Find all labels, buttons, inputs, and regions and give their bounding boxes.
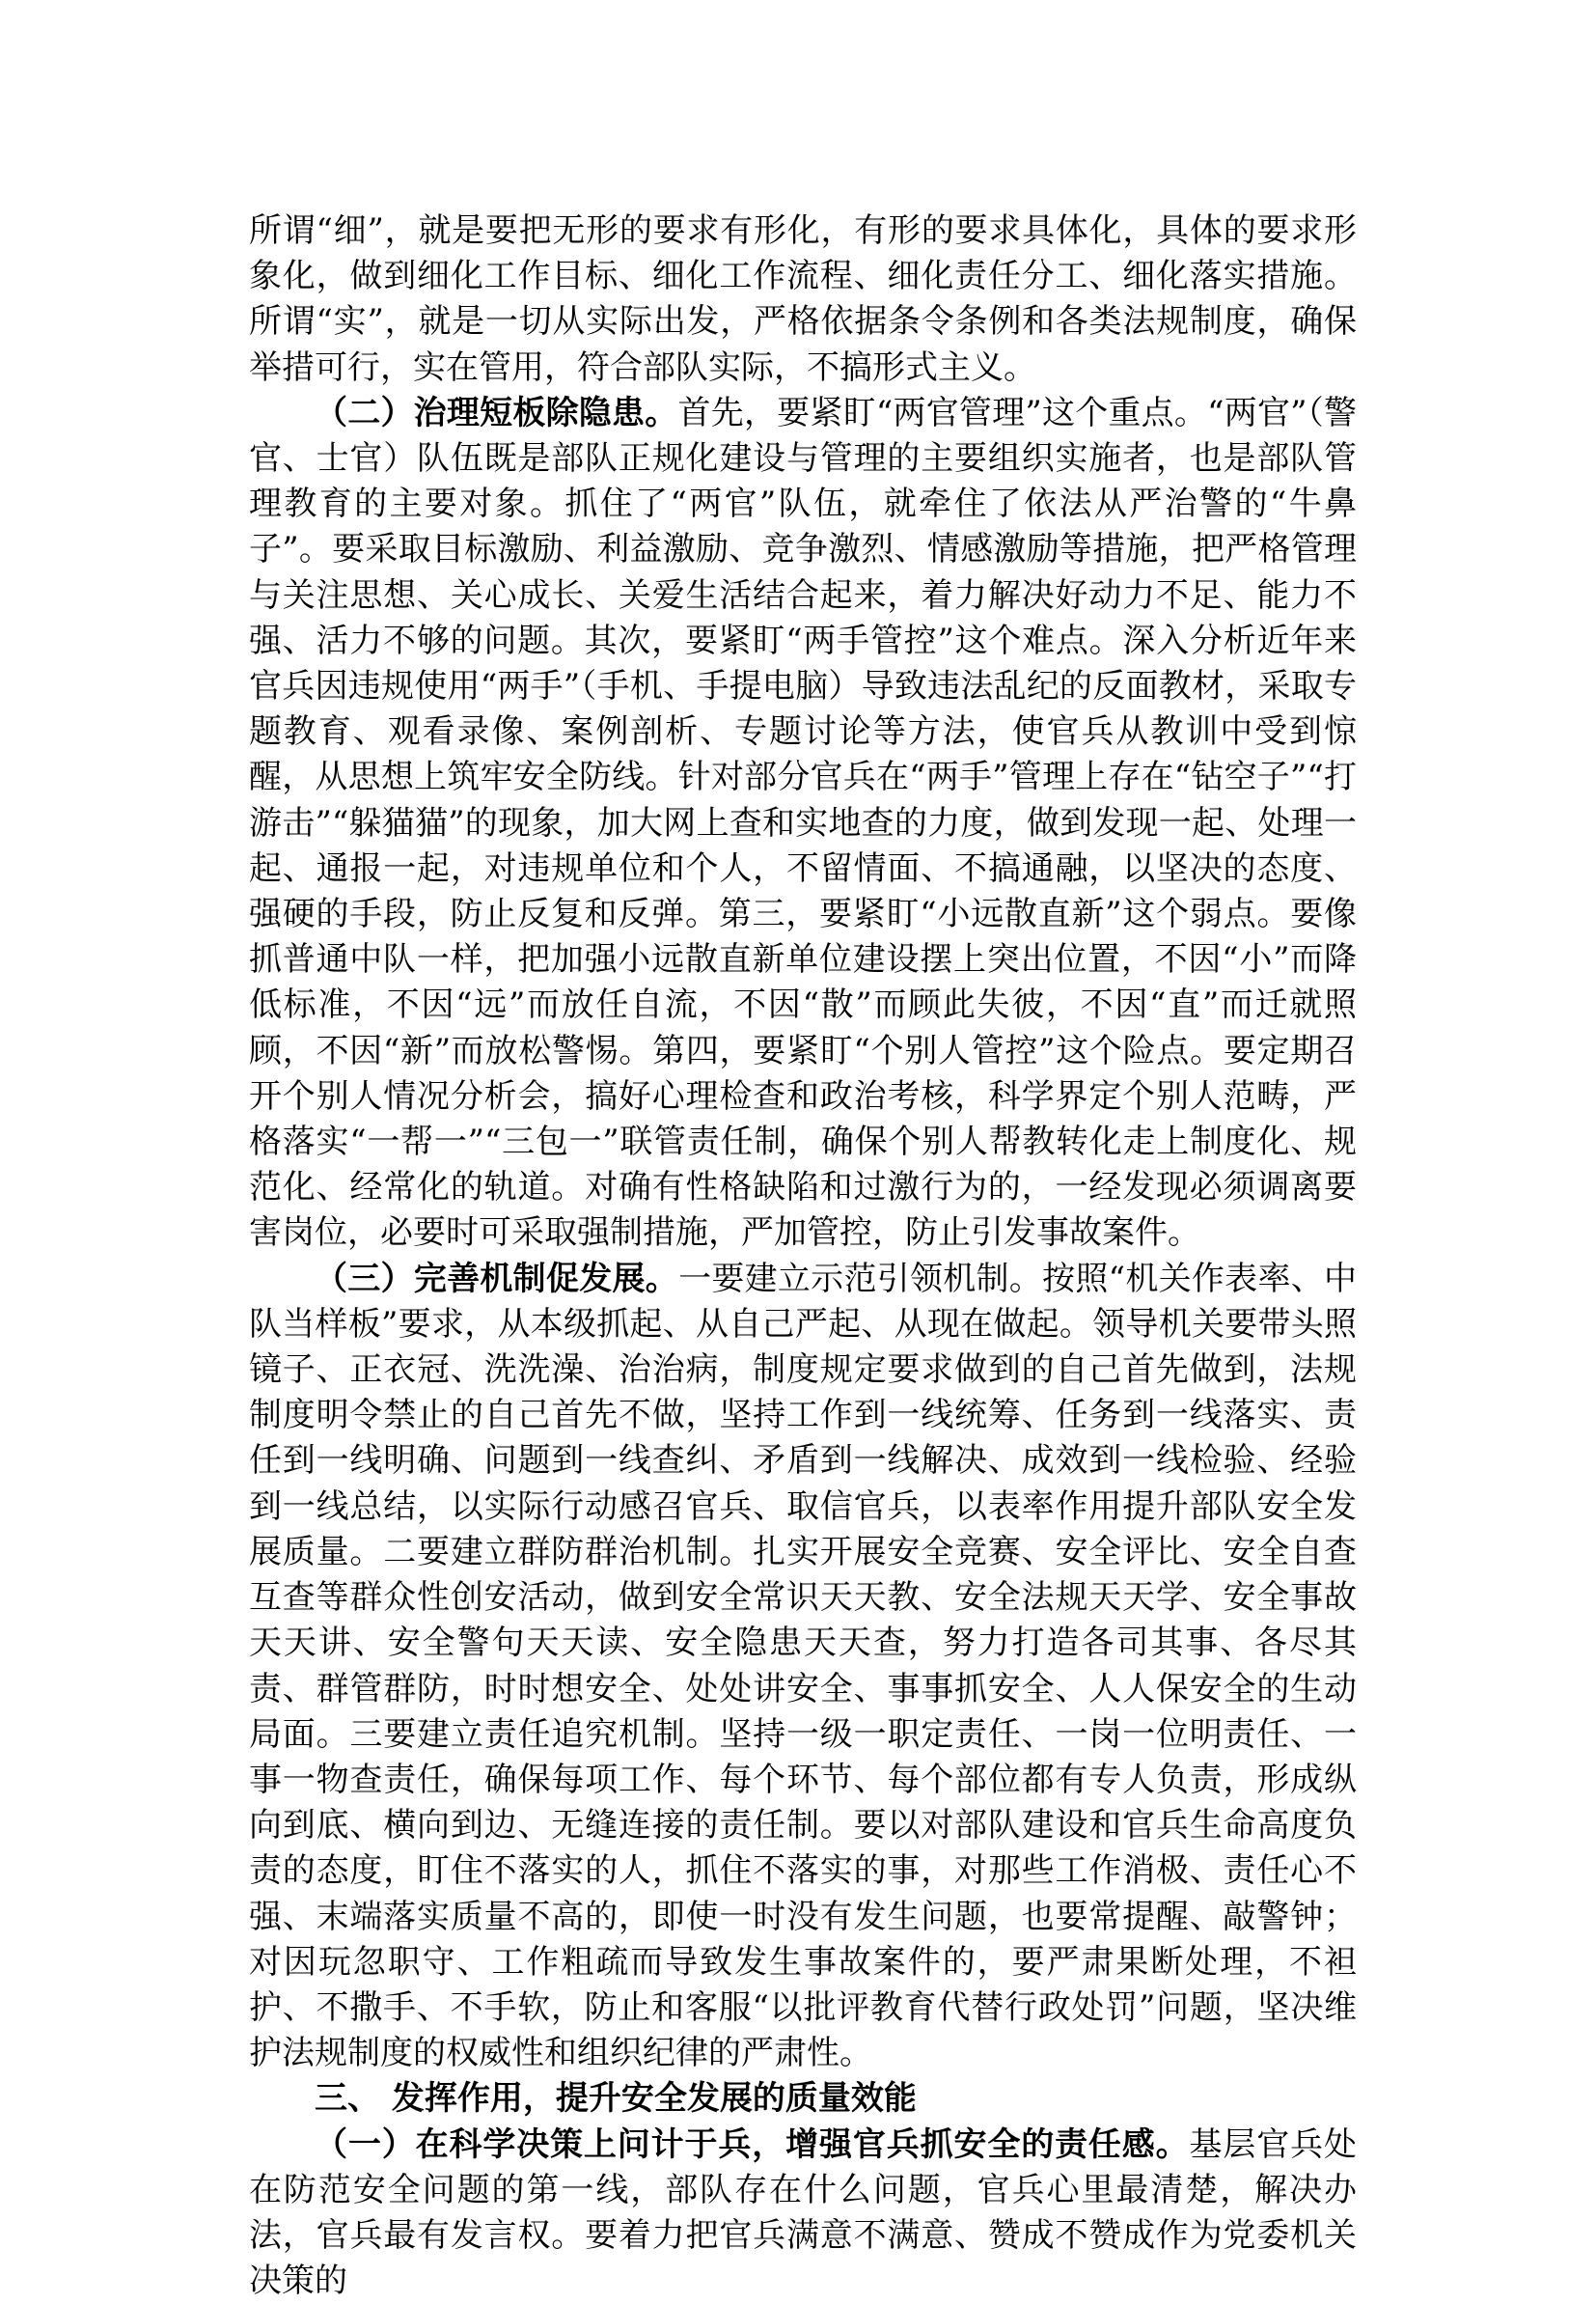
- section-heading-3: 三、 发挥作用，提升安全发展的质量效能: [315, 2079, 917, 2119]
- paragraph-text: 一要建立示范引领机制。按照“机关作表率、中队当样板”要求，从本级抓起、从自己严起、从现在做起。领导机关要带头照镜子、正衣冠、洗洗澡、治治病，制度规定要求做到的自己首先做到，法规制度明令禁止的自己首先不做，坚持工作到一线统筹、任务到一线落实、责任到一线明确、问题到一线查纠、矛盾到一线解决、成效到一线检验、经验到一线总结，以实际行动感召官兵、取信官兵，以表率作用提升部队安全发展质量。二要建立群防群治机制。扎实开展安全竞赛、安全评比、安全自查互查等群众性创安活动，做到安全常识天天教、安全法规天天学、安全事故天天讲、安全警句天天读、安全隐患天天查，努力打造各司其事、各尽其责、群管群防，时时想安全、处处讲安全、事事抓安全、人人保安全的生动局面。三要建立责任追究机制。坚持一级一职定责任、一岗一位明责任、一事一物查责任，确保每项工作、每个环节、每个部位都有专人负责，形成纵向到底、横向到边、无缝连接的责任制。要以对部队建设和官兵生命高度负责的态度，盯住不落实的人，抓住不落实的事，对那些工作消极、责任心不强、末端落实质量不高的，即使一时没有发生问题，也要常提醒、敲警钟；对因玩忽职守、工作粗疏而导致发生事故案件的，要严肃果断处理，不袒护、不撒手、不手软，防止和客服“以批评教育代替行政处罚”问题，坚决维护法规制度的权威性和组织纪律的严肃性。: [249, 1259, 1357, 2073]
- paragraph-text: 首先，要紧盯“两官管理”这个重点。“两官”（警官、士官）队伍既是部队正规化建设与管理的主要组织实施者，也是部队管理教育的主要对象。抓住了“两官”队伍，就牵住了依法从严治警的“牛鼻子”。要采取目标激励、利益激励、竞争激烈、情感激励等措施，把严格管理与关注思想、关心成长、关爱生活结合起来，着力解决好动力不足、能力不强、活力不够的问题。其次，要紧盯“两手管控”这个难点。深入分析近年来官兵因违规使用“两手”（手机、手提电脑）导致违法乱纪的反面教材，采取专题教育、观看录像、案例剖析、专题讨论等方法，使官兵从教训中受到惊醒，从思想上筑牢安全防线。针对部分官兵在“两手”管理上存在“钻空子”“打游击”“躲猫猫”的现象，加大网上查和实地查的力度，做到发现一起、处理一起、通报一起，对违规单位和个人，不留情面、不搞通融，以坚决的态度、强硬的手段，防止反复和反弹。第三，要紧盯“小远散直新”这个弱点。要像抓普通中队一样，把加强小远散直新单位建设摆上突出位置，不因“小”而降低标准，不因“远”而放任自流，不因“散”而顾此失彼，不因“直”而迁就照顾，不因“新”而放松警惕。第四，要紧盯“个别人管控”这个险点。要定期召开个别人情况分析会，搞好心理检查和政治考核，科学界定个别人范畴，严格落实“一帮一”“三包一”联管责任制，确保个别人帮教转化走上制度化、规范化、经常化的轨道。对确有性格缺陷和过激行为的，一经发现必须调离要害岗位，必要时可采取强制措施，严加管控，防止引发事故案件。: [249, 393, 1358, 1253]
- paragraph-lead-heading: （一）在科学决策上问计于兵，增强官兵抓安全的责任感。: [315, 2124, 1190, 2164]
- paragraph-section-2-2: [249, 391, 1357, 1257]
- paragraph-lead-heading: （三）完善机制促发展。: [315, 1259, 679, 1298]
- paragraph-text: 所谓“细”，就是要把无形的要求有形化，有形的要求具体化，具体的要求形象化，做到细化工作目标、细化工作流程、细化责任分工、细化落实措施。所谓“实”，就是一切从实际出发，严格依据条令条例和各类法规制度，确保举措可行，实在管用，符合部队实际，不搞形式主义。: [249, 211, 1357, 387]
- document-page: [249, 208, 1357, 2304]
- paragraph-lead-heading: （二）治理短板除隐患。: [315, 393, 678, 432]
- paragraph-definition: [249, 208, 1357, 391]
- paragraph-text: 基层官兵处在防范安全问题的第一线，部队存在什么问题，官兵心里最清楚，解决办法，官兵最有发言权。要着力把官兵满意不满意、赞成不赞成作为党委机关决策的: [249, 2124, 1357, 2301]
- paragraph-section-3-1: [249, 2123, 1357, 2304]
- paragraph-section-2-3: [249, 1257, 1357, 2077]
